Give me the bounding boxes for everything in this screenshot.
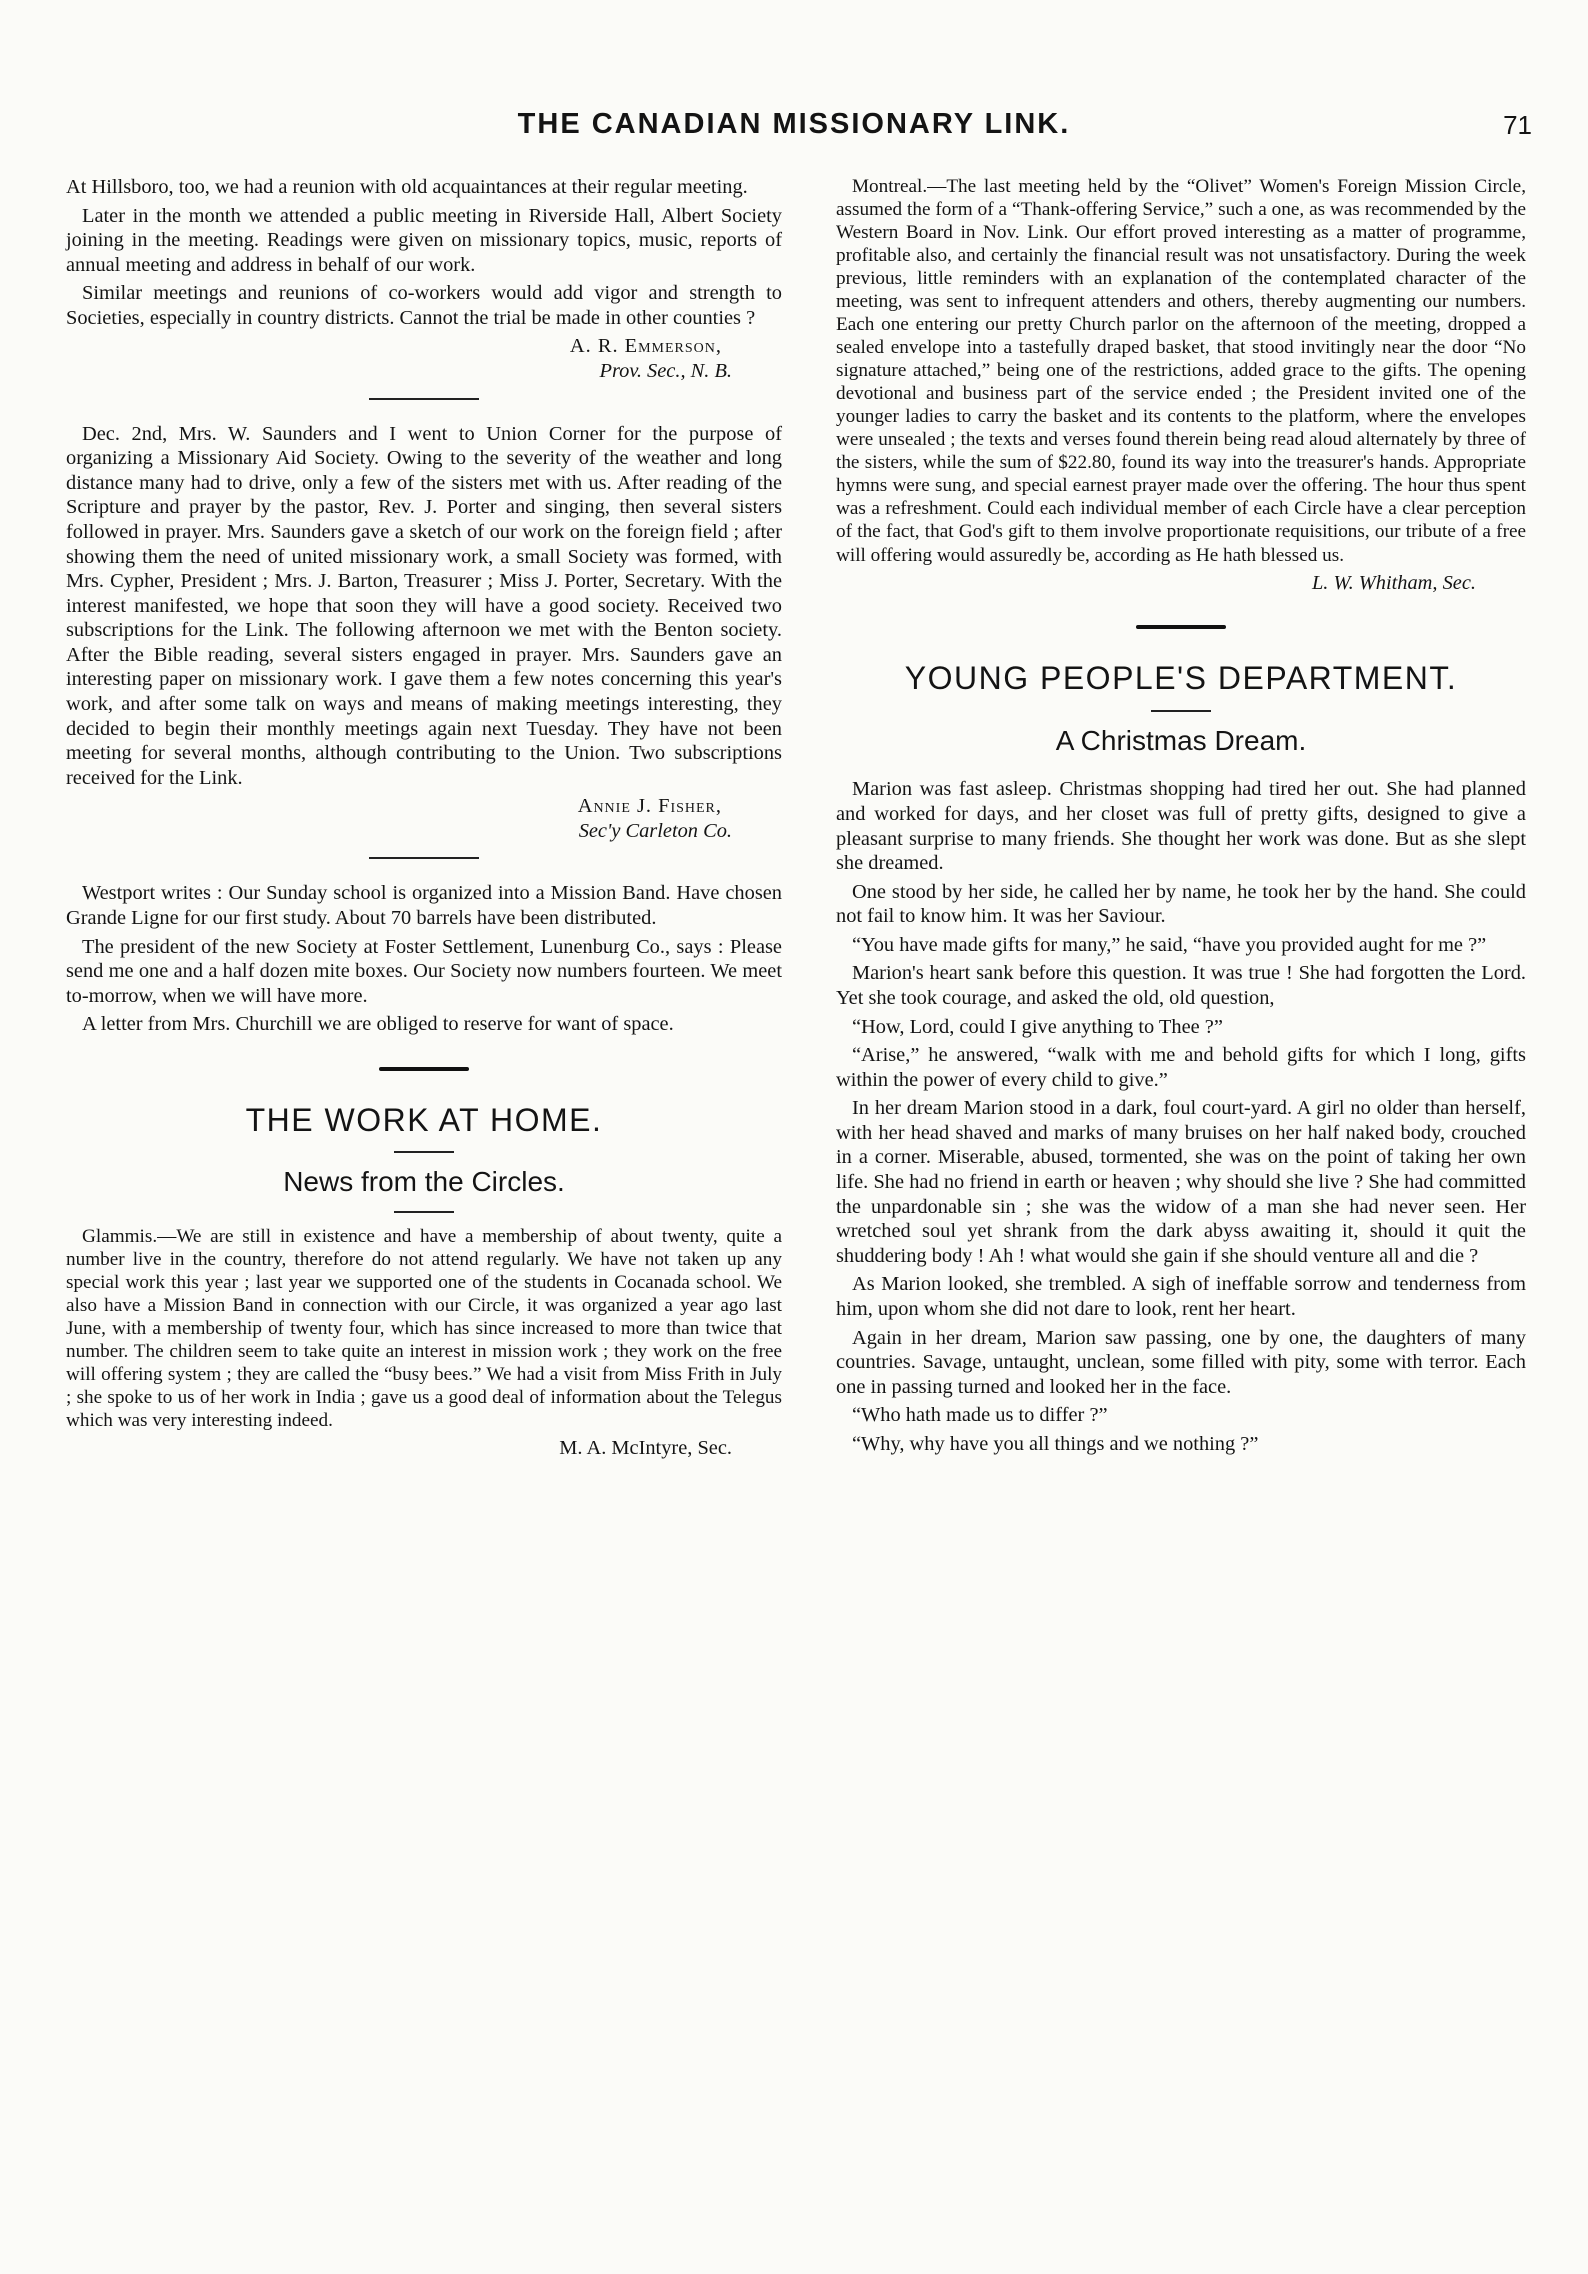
- paragraph: The president of the new Society at Foster Settlement, Lunenburg Co., says : Please send me one and a half dozen mite boxes. Our Society now numbers fourteen. We meet to-morrow, when we will have more.: [66, 935, 782, 1007]
- masthead: [0, 108, 1588, 148]
- signature-title: Prov. Sec., N. B.: [599, 360, 732, 383]
- glammis-report: Glammis.—We are still in existence and have a membership of about twenty, quite a number live in the country, therefore do not attend regularly. We have not taken up any special work this year ; last year we supported one of the students in Cocanada school. We also have a Mission Band in connection with our Circle, it was organized a year ago last June, with a membership of twenty four, which has since increased to more than twice that number. The children seem to take quite an interest in mission work ; they work on the free will offering system ; they are called the “busy bees.” We had a visit from Miss Frith in July ; she spoke to us of her work in India ; gave us a good deal of information about the Telegus which was very interesting indeed.: [66, 1226, 782, 1432]
- paragraph: As Marion looked, she trembled. A sigh of ineffable sorrow and tenderness from him, upon whom she did not dare to look, rent her heart.: [836, 1273, 1526, 1320]
- paragraph: Westport writes : Our Sunday school is organized into a Mission Band. Have chosen Grande Ligne for our first study. About 70 barrels have been distributed.: [66, 882, 782, 930]
- divider: [394, 1211, 454, 1213]
- montreal-report: Montreal.—The last meeting held by the “Olivet” Women's Foreign Mission Circle, assumed the form of a “Thank-offering Service,” such a one, as was recommended by the Western Board in Nov. Link. Our effort proved interesting as a matter of programme, profitable also, and certainly the financial result was not unsatisfactory. During the week previous, little reminders with an explanation of the contemplated character of the meeting, was sent to infrequent attenders and others, thereby augmenting our numbers. Each one entering our pretty Church parlor on the afternoon of the meeting, dropped a sealed envelope into a tastefully draped basket, that stood invitingly near the door “No signature attached,” being one of the restrictions, added grace to the gifts. The opening devotional and business part of the service ended ; the President invited one of the younger ladies to carry the basket and its contents to the platform, where the envelopes were unsealed ; the texts and verses found therein being read aloud alternately by three of the sisters, while the sum of $22.80, found its way into the treasurer's hands. Appropriate hymns were sung, and special earnest prayer made over the offering. The hour thus spent was a refreshment. Could each individual member of each Circle have a clear perception of the fact, that God's gift to them involve proportionate requisitions, our tribute of a free will offering would assuredly be, according as He hath blessed us.: [836, 176, 1526, 566]
- page-title: THE CANADIAN MISSIONARY LINK.: [517, 108, 1071, 140]
- paragraph: A letter from Mrs. Churchill we are obliged to reserve for want of space.: [82, 1013, 674, 1036]
- paragraph: In her dream Marion stood in a dark, foul court-yard. A girl no older than herself, with her head shaved and marks of many bruises on her half naked body, crouched in a corner. Miserable, abused, tormented, she was on the point of taking her own life. She had no friend in earth or heaven ; why should she live ? She had committed the unpardonable sin ; she was the widow of a man she had never seen. Her wretched soul yet shrank from the dark abyss awaiting it, should it quit the shuddering body ! Ah ! what would she gain if she should venture all and die ?: [836, 1097, 1526, 1267]
- westport-report: [66, 881, 782, 1036]
- paragraph: Again in her dream, Marion saw passing, one by one, the daughters of many countries. Savage, untaught, unclean, some filled with pity, some with terror. Each one in passing turned and looked her in the face.: [836, 1326, 1526, 1398]
- paragraph: “Why, why have you all things and we nothing ?”: [852, 1432, 1259, 1455]
- right-column: [836, 175, 1526, 1460]
- divider: [369, 857, 479, 859]
- paragraph: Marion was fast asleep. Christmas shopping had tired her out. She had planned and worked for days, and her closet was full of pretty gifts, designed to give a pleasant surprise to many friends. She thought her work was done. But as she slept she dreamed.: [836, 778, 1526, 875]
- signature-name: Annie J. Fisher,: [577, 795, 722, 818]
- section-heading: YOUNG PEOPLE'S DEPARTMENT.: [904, 660, 1458, 697]
- divider: [1151, 710, 1211, 712]
- page-number: 71: [1503, 110, 1532, 140]
- paragraph: Dec. 2nd, Mrs. W. Saunders and I went to Union Corner for the purpose of organizing a Missionary Aid Society. Owing to the severity of the weather and long distance many had to drive, only a few of the sisters met with us. After reading of the Scripture and prayer by the pastor, Rev. J. Porter and singing, then several sisters followed in prayer. Mrs. Saunders gave a sketch of our work on the foreign field ; after showing them the need of united missionary work, a small Society was formed, with Mrs. Cypher, President ; Mrs. J. Barton, Treasurer ; Miss J. Porter, Secretary. With the interest manifested, we hope that soon they will have a good society. Received two subscriptions for the Link. The following afternoon we met with the Benton society. After the Bible reading, several sisters engaged in prayer. Mrs. Saunders gave an interesting paper on missionary work. I gave them a few notes concerning this year's work, and after some talk on ways and means of making meetings interesting, they decided to begin their monthly meetings again next Tuesday. They have not been meeting for several months, although contributing to the Union. Two subscriptions received for the Link.: [66, 422, 782, 789]
- paragraph: Marion's heart sank before this question. It was true ! She had forgotten the Lord. Yet she took courage, and asked the old, old question,: [836, 962, 1526, 1010]
- paragraph: “Who hath made us to differ ?”: [852, 1404, 1108, 1427]
- divider: [369, 398, 479, 400]
- story-title: A Christmas Dream.: [1055, 724, 1307, 756]
- paragraph: At Hillsboro, too, we had a reunion with old acquaintances at their regular meeting.: [66, 176, 748, 198]
- section-divider: [379, 1067, 469, 1071]
- paragraph: Later in the month we attended a public meeting in Riverside Hall, Albert Society joining in the meeting. Readings were given on missionary topics, music, reports of annual meeting and address in behalf of our work.: [66, 204, 782, 276]
- paragraph: “You have made gifts for many,” he said, “have you provided aught for me ?”: [852, 933, 1487, 956]
- story-body: [836, 777, 1526, 1456]
- paragraph: “Arise,” he answered, “walk with me and behold gifts for which I long, gifts within the power of every child to give.”: [836, 1044, 1526, 1091]
- signature: L. W. Whitham, Sec.: [1311, 571, 1476, 594]
- left-column: [66, 175, 782, 1461]
- union-corner-report: [66, 422, 782, 791]
- signature: M. A. McIntyre, Sec.: [559, 1437, 732, 1460]
- spacer: [836, 763, 1526, 777]
- hillsboro-report: [66, 175, 782, 330]
- section-subheading: News from the Circles.: [283, 1166, 565, 1198]
- paragraph: Similar meetings and reunions of co-workers would add vigor and strength to Societies, especially in country districts. Cannot the trial be made in other counties ?: [66, 282, 782, 329]
- paragraph: One stood by her side, he called her by name, he took her by the hand. She could not fail to know him. It was her Saviour.: [836, 880, 1526, 928]
- section-heading: THE WORK AT HOME.: [245, 1101, 603, 1138]
- signature-title: Sec'y Carleton Co.: [578, 819, 732, 842]
- divider: [394, 1151, 454, 1153]
- signature-name: A. R. Emmerson,: [569, 335, 722, 358]
- section-divider: [1136, 625, 1226, 629]
- paragraph: “How, Lord, could I give anything to Thee ?”: [852, 1015, 1223, 1038]
